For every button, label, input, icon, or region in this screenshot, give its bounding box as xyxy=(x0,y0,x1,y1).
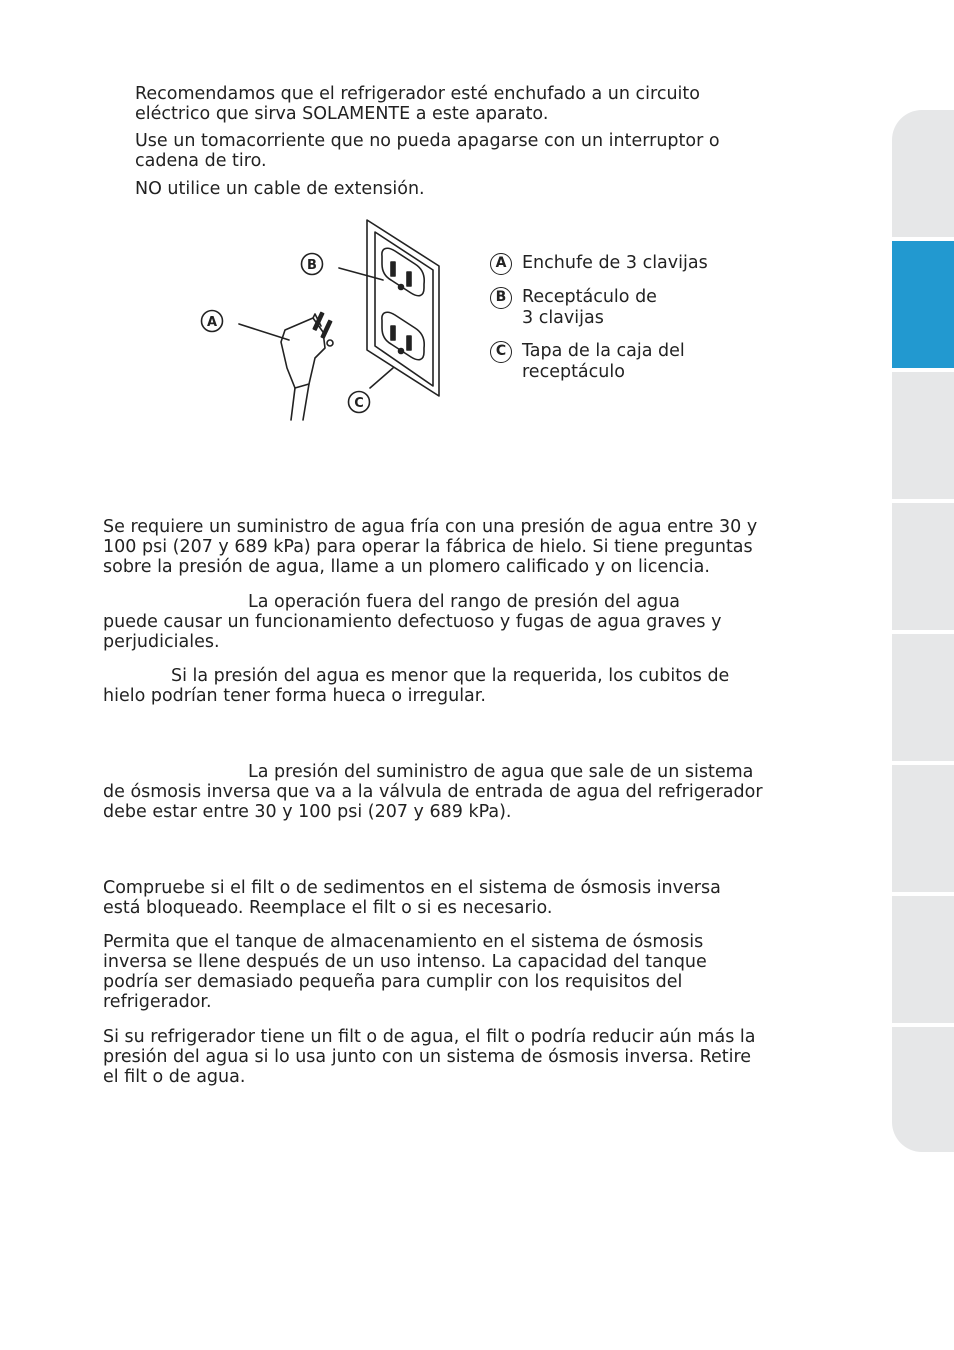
ground-prong xyxy=(327,340,333,346)
section-tab[interactable] xyxy=(892,634,954,761)
prong xyxy=(321,320,331,338)
electrical-text-line: Recomendamos que el refrigerador esté enchufado a un circuito xyxy=(135,84,700,104)
electrical-text-line: NO utilice un cable de extensión. xyxy=(135,179,425,199)
water-text-line: perjudiciales. xyxy=(103,632,220,652)
section-tab[interactable] xyxy=(892,372,954,499)
slot xyxy=(407,272,411,286)
ro-text-line: debe estar entre 30 y 100 psi (207 y 689 kPa). xyxy=(103,802,512,822)
electrical-text-line: eléctrico que sirva SOLAMENTE a este aparato. xyxy=(135,104,549,124)
cord xyxy=(291,388,295,420)
ground-hole xyxy=(399,285,404,290)
callout-b-label: B xyxy=(307,258,317,273)
legend-mark: A xyxy=(490,253,512,275)
slot xyxy=(391,262,395,276)
water-text-line: Si la presión del agua es menor que la requerida, los cubitos de xyxy=(171,666,730,686)
ro-text-line: de ósmosis inversa que va a la válvula de entrada de agua del refrigerador xyxy=(103,782,763,802)
plug-body xyxy=(281,318,325,388)
section-tab[interactable] xyxy=(892,503,954,630)
section-tab[interactable] xyxy=(892,896,954,1023)
electrical-text-line: cadena de tiro. xyxy=(135,151,267,171)
plug-outlet-illustration xyxy=(195,218,445,423)
legend-text: Tapa de la caja del xyxy=(522,341,685,361)
water-text-line: hielo podrían tener forma hueca o irregular. xyxy=(103,686,486,706)
ro-text-line: está bloqueado. Reemplace el filt o si es necesario. xyxy=(103,898,553,918)
water-text-line: sobre la presión de agua, llame a un plomero calificado y on licencia. xyxy=(103,557,710,577)
legend-mark: C xyxy=(490,341,512,363)
wall-plate xyxy=(367,220,439,396)
ro-text-line: La presión del suministro de agua que sale de un sistema xyxy=(248,762,754,782)
receptacle-cover xyxy=(375,232,433,386)
slot xyxy=(391,326,395,340)
legend-text: Receptáculo de xyxy=(522,287,657,307)
ro-text-line: presión del agua si lo usa junto con un sistema de ósmosis inversa. Retire xyxy=(103,1047,752,1067)
water-text-line: Se requiere un suministro de agua fría con una presión de agua entre 30 y xyxy=(103,517,758,537)
section-tab[interactable] xyxy=(892,1027,954,1152)
section-tab[interactable] xyxy=(892,765,954,892)
ro-text-line: Compruebe si el filt o de sedimentos en el sistema de ósmosis inversa xyxy=(103,878,721,898)
ro-text-line: el filt o de agua. xyxy=(103,1067,246,1087)
ground-hole xyxy=(399,349,404,354)
cord xyxy=(303,384,309,420)
electrical-text-line: Use un tomacorriente que no pueda apagarse con un interruptor o xyxy=(135,131,720,151)
ro-text-line: inversa se llene después de un uso intenso. La capacidad del tanque xyxy=(103,952,707,972)
ro-text-line: Permita que el tanque de almacenamiento en el sistema de ósmosis xyxy=(103,932,704,952)
leader-line-a xyxy=(239,324,289,340)
leader-line-c xyxy=(370,368,393,388)
water-text-line: La operación fuera del rango de presión del agua xyxy=(248,592,680,612)
leader-line-b xyxy=(339,268,383,280)
ro-text-line: Si su refrigerador tiene un filt o de agua, el filt o podría reducir aún más la xyxy=(103,1027,756,1047)
ro-text-line: podría ser demasiado pequeña para cumplir con los requisitos del xyxy=(103,972,683,992)
section-tabs xyxy=(892,110,954,1152)
water-text-line: 100 psi (207 y 689 kPa) para operar la fábrica de hielo. Si tiene preguntas xyxy=(103,537,753,557)
callout-c-label: C xyxy=(354,396,364,411)
callout-a-label: A xyxy=(206,315,218,330)
legend-text: receptáculo xyxy=(522,362,625,382)
legend-text: 3 clavijas xyxy=(522,308,604,328)
water-text-line: puede causar un funcionamiento defectuoso y fugas de agua graves y xyxy=(103,612,722,632)
legend-text: Enchufe de 3 clavijas xyxy=(522,253,708,273)
section-tab[interactable] xyxy=(892,110,954,237)
slot xyxy=(407,336,411,350)
legend-mark: B xyxy=(490,287,512,309)
section-tab-active[interactable] xyxy=(892,241,954,368)
ro-text-line: refrigerador. xyxy=(103,992,212,1012)
